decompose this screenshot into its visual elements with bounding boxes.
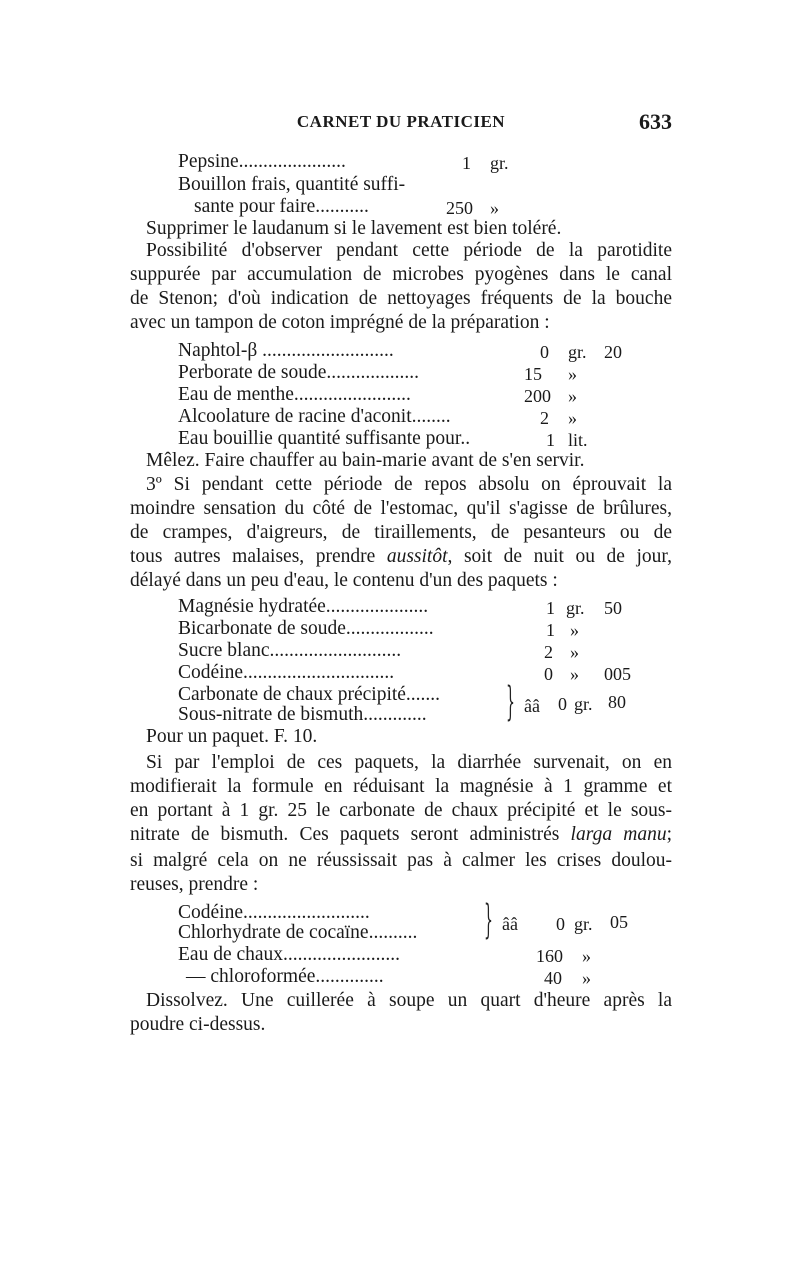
paragraph-line: de Stenon; d'où indication de nettoyages fréquents de la bouche — [130, 288, 672, 309]
recipe-item-name: Bouillon frais, quantité suffi- — [178, 174, 406, 195]
paragraph-line: suppurée par accumulation de microbes pyogènes dans le canal — [130, 264, 672, 285]
recipe-item-name: Codéine.......................... — [178, 902, 370, 923]
recipe-item-name: Perborate de soude................... — [178, 362, 419, 383]
paragraph-line: Pour un paquet. F. 10. — [146, 726, 318, 747]
recipe-item-qty: 1 — [546, 430, 555, 450]
recipe-item-qty: 1 — [462, 153, 471, 173]
recipe-item-unit: gr. — [568, 342, 587, 362]
recipe-item-name: Eau de chaux........................ — [178, 944, 401, 965]
recipe-item-decimal: 005 — [604, 664, 631, 684]
recipe-item-name: Magnésie hydratée..................... — [178, 596, 429, 617]
recipe-item-name: Chlorhydrate de cocaïne.......... — [178, 922, 418, 943]
recipe-item-name: Pepsine...................... — [178, 151, 346, 172]
paragraph-line: Dissolvez. Une cuillerée à soupe un quart d'heure après la — [146, 990, 672, 1011]
recipe-item-name: — chloroformée.............. — [186, 966, 384, 987]
paragraph-line: Supprimer le laudanum si le lavement est bien toléré. — [146, 218, 562, 239]
recipe-item-unit: » — [570, 620, 579, 640]
paragraph-line: Possibilité d'observer pendant cette période de la parotidite — [146, 240, 672, 261]
paragraph-line: si malgré cela on ne réussissait pas à calmer les crises doulou- — [130, 850, 672, 871]
recipe-item-name: Bicarbonate de soude.................. — [178, 618, 434, 639]
recipe-item-qty: 200 — [524, 386, 551, 406]
recipe-item-name: Eau de menthe........................ — [178, 384, 411, 405]
paragraph-line: poudre ci-dessus. — [130, 1014, 266, 1035]
recipe-item-decimal: 80 — [608, 692, 626, 712]
paragraph-line: en portant à 1 gr. 25 le carbonate de chaux précipité et le sous- — [130, 800, 672, 821]
paragraph-line: moindre sensation du côté de l'estomac, qu'il s'agisse de brûlures, — [130, 498, 672, 519]
recipe-item-unit: gr. — [490, 153, 509, 173]
recipe-item-qty: 0 — [540, 342, 549, 362]
text-run: nitrate de bismuth. Ces paquets seront administrés — [130, 824, 571, 845]
recipe-item-unit: lit. — [568, 430, 588, 450]
page-header — [130, 109, 672, 140]
recipe-item-qty: 0 — [544, 664, 553, 684]
text-run: ; — [666, 824, 672, 845]
recipe-item-unit: » — [568, 364, 577, 384]
paragraph-line: 3º Si pendant cette période de repos absolu on éprouvait la — [146, 474, 672, 495]
italic-text: aussitôt — [386, 546, 448, 567]
recipe-item-unit: gr. — [574, 914, 593, 934]
recipe-item-decimal: 20 — [604, 342, 622, 362]
recipe-item-name: Sucre blanc........................... — [178, 640, 402, 661]
recipe-item-unit: » — [570, 642, 579, 662]
recipe-item-decimal: 05 — [610, 912, 628, 932]
recipe-item-unit: gr. — [566, 598, 585, 618]
recipe-item-name: Carbonate de chaux précipité....... — [178, 684, 441, 705]
recipe-item-decimal: 50 — [604, 598, 622, 618]
recipe-item-qty: 0 — [558, 694, 567, 714]
paragraph-line: reuses, prendre : — [130, 874, 259, 895]
recipe-item-qty: 40 — [544, 968, 562, 988]
recipe-item-qty: 160 — [536, 946, 563, 966]
recipe-item-qty: 1 — [546, 598, 555, 618]
text-run: tous autres malaises, prendre — [130, 546, 387, 567]
recipe-item-name: Codéine............................... — [178, 662, 395, 683]
right-brace: } — [506, 679, 515, 725]
recipe-item-qty: 2 — [540, 408, 549, 428]
recipe-item-unit: » — [568, 386, 577, 406]
recipe-item-qty: 15 — [524, 364, 542, 384]
ana-partes: ââ — [524, 696, 540, 716]
recipe-item-unit: gr. — [574, 694, 593, 714]
paragraph-line: avec un tampon de coton imprégné de la préparation : — [130, 312, 550, 333]
paragraph-line: modifierait la formule en réduisant la magnésie à 1 gramme et — [130, 776, 672, 797]
paragraph-line: Si par l'emploi de ces paquets, la diarrhée survenait, on en — [146, 752, 672, 773]
recipe-item-qty: 2 — [544, 642, 553, 662]
recipe-item-name: sante pour faire........... — [194, 196, 369, 217]
recipe-item-name: Sous-nitrate de bismuth............. — [178, 704, 427, 725]
right-brace: } — [484, 897, 493, 943]
recipe-item-name: Eau bouillie quantité suffisante pour.. — [178, 428, 471, 449]
recipe-item-qty: 0 — [556, 914, 565, 934]
paragraph-line — [130, 824, 672, 846]
italic-text: larga manu — [570, 824, 667, 845]
recipe-item-unit: » — [582, 968, 591, 988]
recipe-item-name: Alcoolature de racine d'aconit........ — [178, 406, 451, 427]
recipe-item-unit: » — [570, 664, 579, 684]
running-title: CARNET DU PRATICIEN — [296, 112, 506, 131]
paragraph-line: délayé dans un peu d'eau, le contenu d'un des paquets : — [130, 570, 558, 591]
recipe-item-unit: » — [582, 946, 591, 966]
recipe-item-unit: » — [568, 408, 577, 428]
recipe-item-qty: 1 — [546, 620, 555, 640]
paragraph-line: de crampes, d'aigreurs, de tiraillements, de pesanteurs ou de — [130, 522, 672, 543]
recipe-item-name: Naphtol-β ........................... — [178, 340, 394, 361]
recipe-item-qty: 250 — [446, 198, 473, 218]
text-run: , soit de nuit ou de jour, — [447, 546, 672, 567]
recipe-item-unit: » — [490, 198, 499, 218]
page-number: 633 — [639, 109, 672, 134]
paragraph-line: Mêlez. Faire chauffer au bain-marie avant de s'en servir. — [146, 450, 585, 471]
ana-partes: ââ — [502, 914, 518, 934]
paragraph-line — [130, 546, 672, 568]
